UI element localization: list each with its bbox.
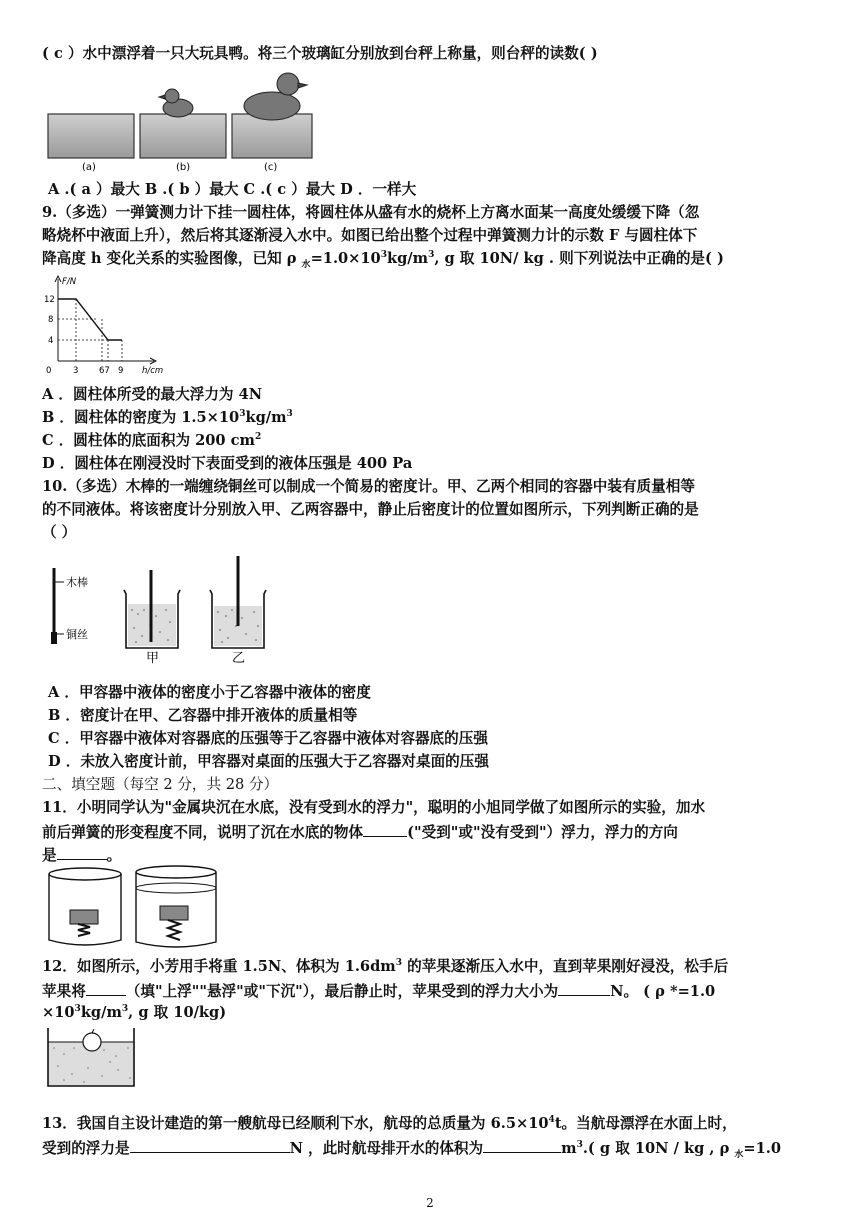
q11-line2: 前后弹簧的形变程度不同，说明了沉在水底的物体 ("受到"或"没有受到"）浮力，浮力的方向 [42,821,678,843]
q10-line1: 10.（多选）木棒的一端缠绕铜丝可以制成一个简易的密度计。甲、乙两个相同的容器中装有质量相等 [42,478,695,495]
section-2-title: 二、填空题（每空 2 分，共 28 分） [42,776,279,793]
label-jia: 甲 [146,651,160,666]
x-tick-67: 67 [99,366,110,375]
page-number: 2 [426,1196,434,1210]
apple-icon [83,1033,101,1051]
x-axis-label: h/cm [142,366,164,375]
answer-blank[interactable] [57,844,107,860]
q9-option-a: A ．圆柱体所受的最大浮力为 4N [42,386,263,403]
spring-compressed [78,924,90,936]
q10-line3: （ ） [42,524,77,541]
x-tick-3: 3 [73,366,79,375]
answer-blank[interactable] [558,980,610,996]
fig-label-a: (a) [82,162,96,172]
q9-line3: 降高度 h 变化关系的实验图像，已知 ρ $_水=1.0\times 10^3kg/m^3$, g 取 10N/ kg . 则下列说法中正确的是( ) [42,250,724,270]
q12-line2: 苹果将 （填"上浮""悬浮"或"下沉"），最后静止时，苹果受到的浮力大小为 N。 ( ρ *=1.0 [42,980,715,1002]
q12-line1: 12．如图所示，小芳用手将重 1.5N、体积为 $1.6dm^3$ 的苹果逐渐压入水中，直到苹果刚好浸没，松手后 [42,958,729,975]
spring-extended [168,920,180,940]
y-tick-12: 12 [44,295,55,305]
q12-apple-figure [44,1026,138,1090]
q13-line1: 13．我国自主设计建造的第一艘航母已经顺利下水，航母的总质量为 $6.5\times 10^4t$。当航母漂浮在水面上时， [42,1115,737,1132]
large-duck-icon [244,73,307,120]
q10-densimeter-figure [42,550,282,668]
q9-line1: 9.（多选）一弹簧测力计下挂一圆柱体，将圆柱体从盛有水的烧杯上方离水面某一高度处缓缓下降（忽 [42,204,700,221]
q8-figure-glass-tanks [44,70,314,172]
q13-line2: 受到的浮力是 N ，此时航母排开水的体积为 $m^3$.( g 取 10N / kg , ρ $_水$=1.0 [42,1137,781,1159]
beaker-yi [210,556,266,648]
q11-line3: 是 。 [42,844,121,866]
x-tick-9: 9 [118,366,124,375]
q12-line3: $\times 10^3kg/m^3$, g 取 10/kg) [42,1004,227,1021]
q8-stem: ( c ）水中漂浮着一只大玩具鸭。将三个玻璃缸分别放到台秤上称量，则台秤的读数( ) [42,45,598,62]
q9-option-b: B ．圆柱体的密度为 $1.5\times 10^3kg/m^3$ [42,409,293,426]
label-copper: 铜丝 [66,628,88,641]
tank-a [48,114,134,158]
y-axis-label: F/N [62,277,77,287]
fig-label-b: (b) [176,162,191,172]
answer-blank[interactable] [483,1137,561,1153]
answer-blank[interactable] [363,821,407,837]
answer-blank[interactable] [130,1137,290,1153]
tank-b [140,114,226,158]
y-tick-8: 8 [48,315,54,325]
metal-block [160,906,188,920]
force-curve [58,299,122,340]
q8-options: A .( a ）最大 B .( b ）最大 C .( c ）最大 D ．一样大 [48,181,417,198]
q10-option-a: A ．甲容器中液体的密度小于乙容器中液体的密度 [48,684,371,701]
metal-block [70,910,98,924]
beaker-jia [124,570,180,648]
q10-option-d: D ．未放入密度计前，甲容器对桌面的压强大于乙容器对桌面的压强 [48,753,489,770]
q9-option-d: D ．圆柱体在刚浸没时下表面受到的液体压强是 400 Pa [42,455,413,472]
q9-option-c: C ．圆柱体的底面积为 200 $cm^2$ [42,432,262,449]
q10-line2: 的不同液体。将该密度计分别放入甲、乙两容器中，静止后密度计的位置如图所示，下列判断正确的是 [42,501,699,518]
x-tick-0: 0 [46,366,52,375]
small-duck-icon [159,89,193,117]
fig-label-c: (c) [264,162,278,172]
answer-blank[interactable] [86,980,126,996]
q9-force-height-graph [42,273,172,375]
q11-line1: 11．小明同学认为"金属块沉在水底，没有受到水的浮力"，聪明的小旭同学做了如图所示的实验，加水 [42,799,706,816]
q11-spring-beakers-figure [44,864,234,950]
tank-c [232,114,312,158]
q9-line2: 略烧杯中液面上升），然后将其逐渐浸入水中。如图已给出整个过程中弹簧测力计的示数 F 与圆柱体下 [42,227,698,244]
q10-option-b: B ．密度计在甲、乙容器中排开液体的质量相等 [48,707,358,724]
label-yi: 乙 [232,651,246,666]
y-tick-4: 4 [48,336,54,346]
q10-option-c: C ．甲容器中液体对容器底的压强等于乙容器中液体对容器底的压强 [48,730,488,747]
label-wood: 木棒 [66,576,88,589]
